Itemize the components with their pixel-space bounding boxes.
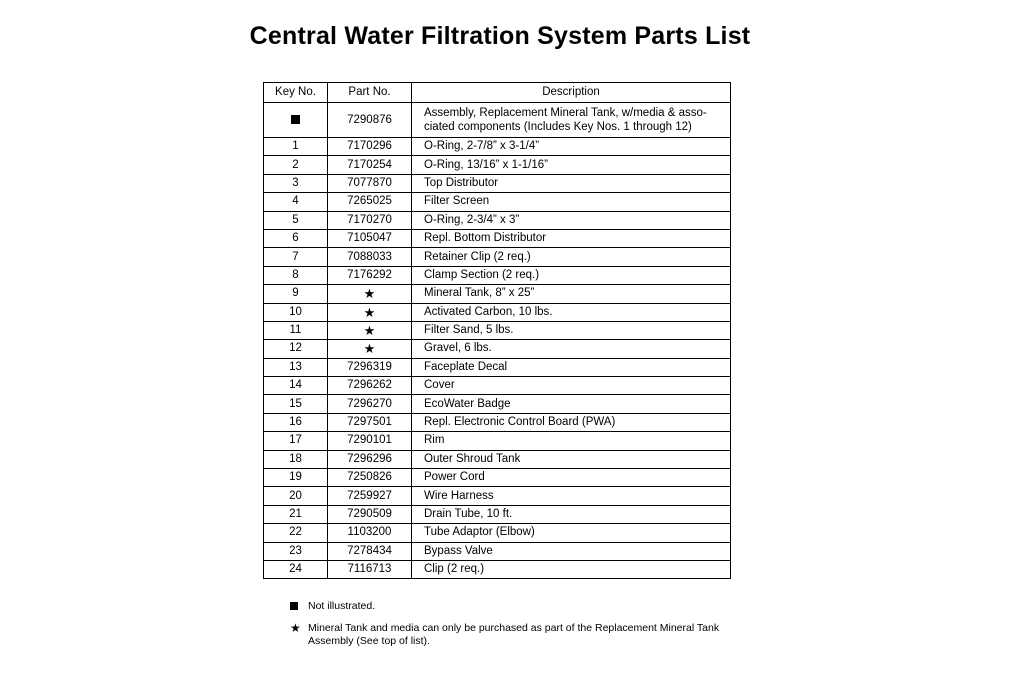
key-number: 18 bbox=[264, 450, 328, 468]
part-number: 7278434 bbox=[328, 542, 412, 560]
part-description: Bypass Valve bbox=[412, 542, 731, 560]
part-number: ★ bbox=[328, 285, 412, 303]
table-row bbox=[264, 377, 731, 395]
table-row bbox=[264, 542, 731, 560]
table-row bbox=[264, 248, 731, 266]
part-number: ★ bbox=[328, 303, 412, 321]
table-row bbox=[264, 505, 731, 523]
part-description: Top Distributor bbox=[412, 174, 731, 192]
part-number: ★ bbox=[328, 340, 412, 358]
table-row bbox=[264, 450, 731, 468]
part-description: Cover bbox=[412, 377, 731, 395]
square-icon bbox=[290, 602, 298, 610]
part-description: Assembly, Replacement Mineral Tank, w/media & asso- ciated components (Includes Key Nos. 1 through 12) bbox=[412, 103, 731, 138]
table-row bbox=[264, 413, 731, 431]
part-number: 7296262 bbox=[328, 377, 412, 395]
table-row bbox=[264, 229, 731, 247]
part-description: Clip (2 req.) bbox=[412, 560, 731, 578]
key-number: 3 bbox=[264, 174, 328, 192]
part-number: 7176292 bbox=[328, 266, 412, 284]
part-number: 7265025 bbox=[328, 193, 412, 211]
header-key-no: Key No. bbox=[264, 83, 328, 103]
table-header-row bbox=[264, 83, 731, 103]
not-illustrated-square-icon bbox=[264, 103, 328, 138]
footnote-mineral-tank bbox=[290, 622, 730, 648]
table-row bbox=[264, 266, 731, 284]
table-row bbox=[264, 469, 731, 487]
part-number: 7088033 bbox=[328, 248, 412, 266]
part-description: Repl. Bottom Distributor bbox=[412, 229, 731, 247]
part-description: Faceplate Decal bbox=[412, 358, 731, 376]
part-description: Outer Shroud Tank bbox=[412, 450, 731, 468]
table-row bbox=[264, 358, 731, 376]
part-number: 7170254 bbox=[328, 156, 412, 174]
key-number: 20 bbox=[264, 487, 328, 505]
part-number: 7296270 bbox=[328, 395, 412, 413]
star-icon: ★ bbox=[290, 621, 301, 635]
part-description: Activated Carbon, 10 lbs. bbox=[412, 303, 731, 321]
page-title: Central Water Filtration System Parts List bbox=[249, 22, 751, 50]
part-description: Clamp Section (2 req.) bbox=[412, 266, 731, 284]
part-description: Retainer Clip (2 req.) bbox=[412, 248, 731, 266]
part-number: 7296319 bbox=[328, 358, 412, 376]
part-description: Repl. Electronic Control Board (PWA) bbox=[412, 413, 731, 431]
table-row bbox=[264, 138, 731, 156]
key-number: 13 bbox=[264, 358, 328, 376]
key-number: 15 bbox=[264, 395, 328, 413]
table-row bbox=[264, 560, 731, 578]
footnote-text: Mineral Tank and media can only be purchased as part of the Replacement Mineral Tank Assembly (See top of list). bbox=[308, 622, 720, 647]
part-number: 7077870 bbox=[328, 174, 412, 192]
key-number: 2 bbox=[264, 156, 328, 174]
part-description: Wire Harness bbox=[412, 487, 731, 505]
table-row bbox=[264, 395, 731, 413]
part-description: Filter Sand, 5 lbs. bbox=[412, 321, 731, 339]
part-number: 7170270 bbox=[328, 211, 412, 229]
key-number: 14 bbox=[264, 377, 328, 395]
table-row bbox=[264, 303, 731, 321]
key-number: 4 bbox=[264, 193, 328, 211]
key-number: 1 bbox=[264, 138, 328, 156]
footnotes bbox=[290, 600, 730, 657]
table-row bbox=[264, 487, 731, 505]
part-description: Power Cord bbox=[412, 469, 731, 487]
header-part-no: Part No. bbox=[328, 83, 412, 103]
key-number: 11 bbox=[264, 321, 328, 339]
header-description: Description bbox=[412, 83, 731, 103]
part-number: 7296296 bbox=[328, 450, 412, 468]
part-number: ★ bbox=[328, 321, 412, 339]
part-description: O-Ring, 2-3/4” x 3” bbox=[412, 211, 731, 229]
footnote-not-illustrated bbox=[290, 600, 730, 613]
table-row bbox=[264, 340, 731, 358]
part-description: EcoWater Badge bbox=[412, 395, 731, 413]
parts-table bbox=[263, 82, 731, 579]
part-description: Mineral Tank, 8” x 25” bbox=[412, 285, 731, 303]
part-number: 7290101 bbox=[328, 432, 412, 450]
table-row-assembly bbox=[264, 103, 731, 138]
key-number: 22 bbox=[264, 524, 328, 542]
table-row bbox=[264, 285, 731, 303]
part-description: Tube Adaptor (Elbow) bbox=[412, 524, 731, 542]
part-description: O-Ring, 2-7/8” x 3-1/4” bbox=[412, 138, 731, 156]
table-row bbox=[264, 432, 731, 450]
part-number: 7290876 bbox=[328, 103, 412, 138]
part-description: O-Ring, 13/16” x 1-1/16” bbox=[412, 156, 731, 174]
key-number: 19 bbox=[264, 469, 328, 487]
part-number: 7259927 bbox=[328, 487, 412, 505]
key-number: 6 bbox=[264, 229, 328, 247]
key-number: 5 bbox=[264, 211, 328, 229]
part-number: 7290509 bbox=[328, 505, 412, 523]
key-number: 8 bbox=[264, 266, 328, 284]
table-row bbox=[264, 211, 731, 229]
table-row bbox=[264, 193, 731, 211]
key-number: 17 bbox=[264, 432, 328, 450]
footnote-text: Not illustrated. bbox=[308, 600, 376, 612]
key-number: 21 bbox=[264, 505, 328, 523]
part-description: Gravel, 6 lbs. bbox=[412, 340, 731, 358]
key-number: 16 bbox=[264, 413, 328, 431]
table-row bbox=[264, 156, 731, 174]
key-number: 24 bbox=[264, 560, 328, 578]
table-row bbox=[264, 321, 731, 339]
part-number: 1103200 bbox=[328, 524, 412, 542]
part-number: 7297501 bbox=[328, 413, 412, 431]
key-number: 23 bbox=[264, 542, 328, 560]
key-number: 9 bbox=[264, 285, 328, 303]
part-number: 7105047 bbox=[328, 229, 412, 247]
key-number: 7 bbox=[264, 248, 328, 266]
table-row bbox=[264, 174, 731, 192]
part-number: 7250826 bbox=[328, 469, 412, 487]
part-description: Drain Tube, 10 ft. bbox=[412, 505, 731, 523]
part-description: Filter Screen bbox=[412, 193, 731, 211]
part-number: 7116713 bbox=[328, 560, 412, 578]
key-number: 12 bbox=[264, 340, 328, 358]
part-description: Rim bbox=[412, 432, 731, 450]
part-number: 7170296 bbox=[328, 138, 412, 156]
key-number: 10 bbox=[264, 303, 328, 321]
table-row bbox=[264, 524, 731, 542]
